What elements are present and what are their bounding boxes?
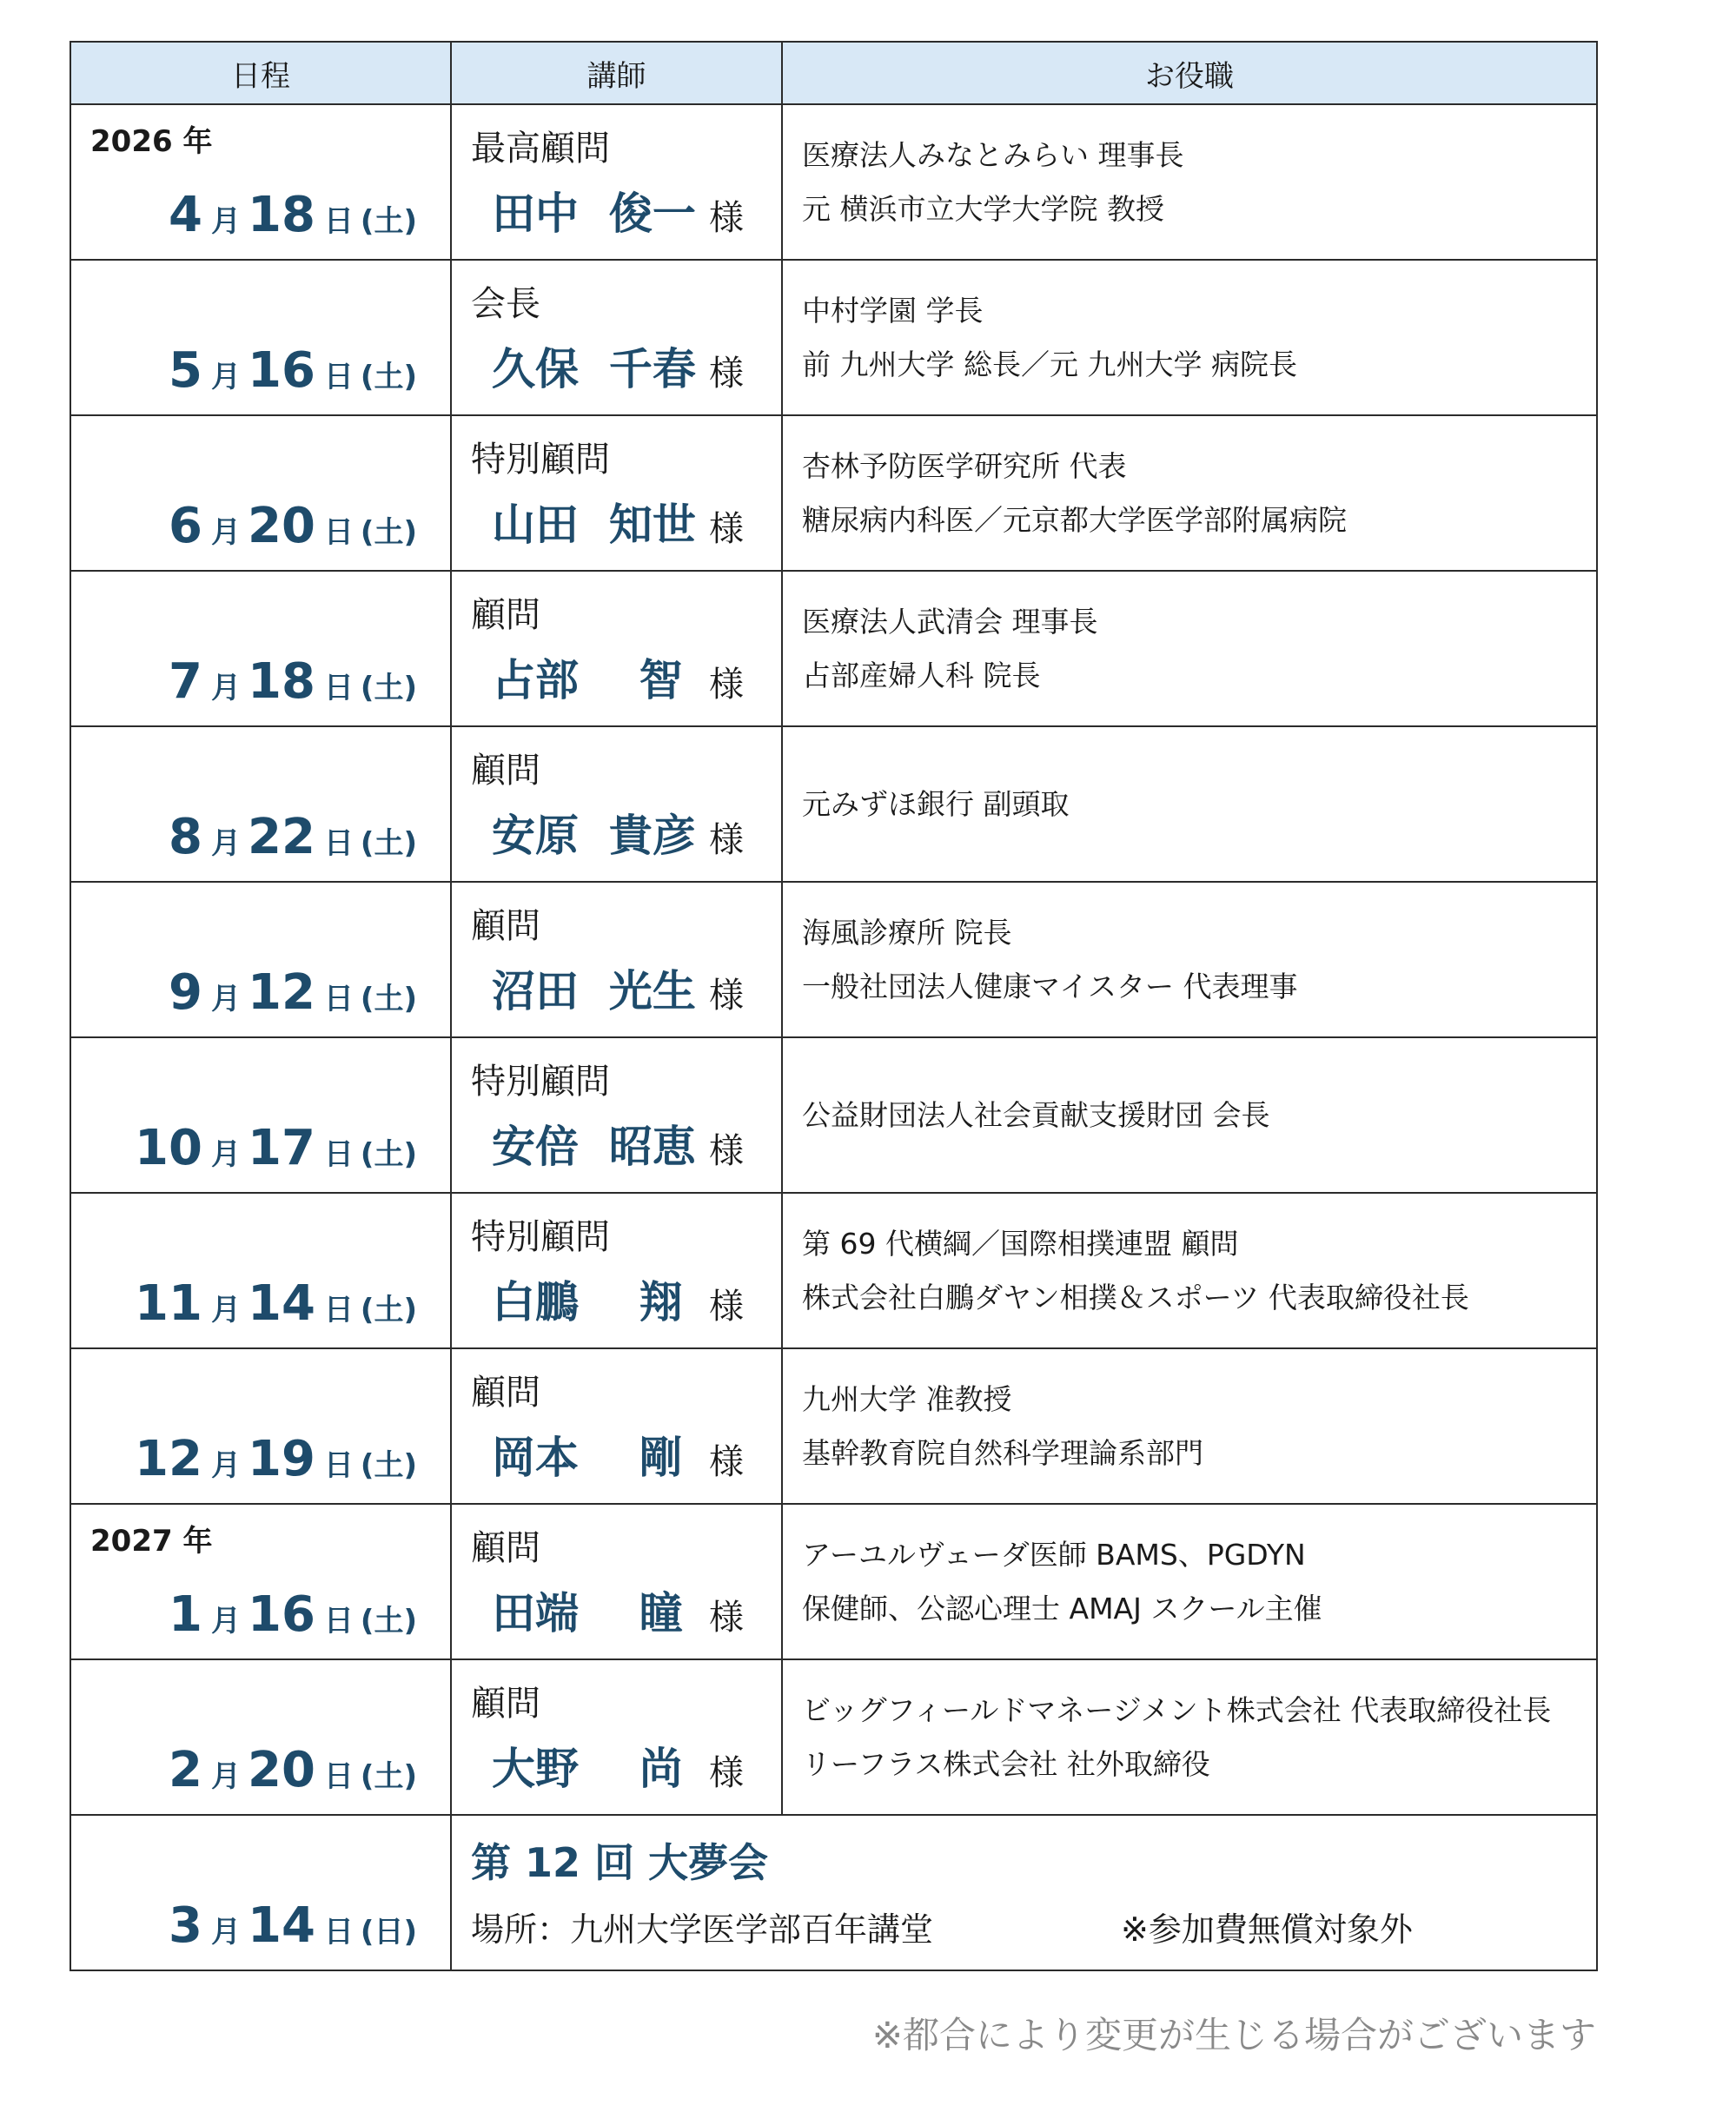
date-day-unit: 日 [323, 1759, 354, 1794]
date-month-unit: 月 [210, 1448, 241, 1483]
session-date [169, 187, 417, 243]
date-month: 9 [169, 964, 202, 1021]
position-line: 元 横浜市立大学大学院 教授 [802, 191, 1164, 226]
position-cell [782, 1659, 1597, 1815]
schedule-row [70, 260, 1597, 415]
date-month: 3 [169, 1897, 202, 1954]
date-month: 12 [135, 1431, 202, 1487]
session-date [169, 498, 417, 554]
session-date [169, 342, 417, 399]
date-month-unit: 月 [210, 204, 241, 239]
header-position: お役職 [782, 42, 1597, 104]
position-line: 九州大学 准教授 [802, 1381, 1012, 1416]
lecturer-role: 顧問 [471, 1373, 540, 1413]
lecturer-name: 岡本 剛 [492, 1433, 683, 1483]
header-date: 日程 [70, 42, 451, 104]
date-day: 18 [247, 653, 315, 710]
position-cell [782, 1348, 1597, 1504]
date-day: 20 [247, 498, 315, 554]
date-month: 2 [169, 1742, 202, 1798]
position-list [802, 572, 1584, 725]
position-list [802, 105, 1584, 259]
date-day-unit: 日 [323, 204, 354, 239]
position-list [802, 1660, 1584, 1814]
date-weekday: (土) [360, 515, 417, 550]
final-event-note: ※参加費無償対象外 [1121, 1910, 1413, 1949]
lecturer-name: 沼田 光生 [492, 966, 696, 1016]
year-label: 2026 年 [90, 124, 213, 159]
position-list [802, 883, 1584, 1036]
date-month-unit: 月 [210, 1759, 241, 1794]
position-cell [782, 726, 1597, 882]
year-label: 2027 年 [90, 1524, 213, 1559]
date-cell [70, 1659, 451, 1815]
date-weekday: (土) [360, 671, 417, 705]
date-day-unit: 日 [323, 515, 354, 550]
session-date [135, 1120, 417, 1176]
date-month-unit: 月 [210, 515, 241, 550]
date-month: 7 [169, 653, 202, 710]
lecturer-role: 特別顧問 [471, 440, 610, 480]
position-line: 前 九州大学 総長／元 九州大学 病院長 [802, 347, 1297, 381]
position-cell [782, 104, 1597, 260]
position-line: 保健師、公認心理士 AMAJ スクール主催 [802, 1591, 1322, 1625]
date-weekday: (土) [360, 360, 417, 394]
honorific: 様 [709, 1287, 744, 1327]
lecturer-name: 白鵬 翔 [492, 1277, 683, 1327]
date-weekday: (日) [360, 1915, 417, 1950]
position-list [802, 261, 1584, 414]
lecturer-cell [451, 415, 782, 571]
honorific: 様 [709, 1753, 744, 1793]
session-date [169, 653, 417, 710]
date-weekday: (土) [360, 1604, 417, 1639]
lecturer-cell [451, 571, 782, 726]
date-day: 16 [247, 1586, 315, 1643]
date-month-unit: 月 [210, 1137, 241, 1172]
date-day-unit: 日 [323, 1604, 354, 1639]
schedule-row [70, 104, 1597, 260]
honorific: 様 [709, 1131, 744, 1171]
final-event-place: 場所：九州大学医学部百年講堂 [471, 1910, 934, 1949]
date-day: 14 [247, 1897, 315, 1954]
lecturer-name: 田中 俊一 [492, 189, 696, 239]
position-line: 一般社団法人健康マイスター 代表理事 [802, 969, 1298, 1003]
date-day: 22 [247, 809, 315, 865]
schedule-table [70, 41, 1598, 1971]
schedule-row [70, 726, 1597, 882]
schedule-row [70, 571, 1597, 726]
date-month-unit: 月 [210, 360, 241, 394]
position-line: 糖尿病内科医／元京都大学医学部附属病院 [802, 502, 1347, 537]
date-weekday: (土) [360, 982, 417, 1016]
date-month-unit: 月 [210, 982, 241, 1016]
final-event-date [169, 1897, 417, 1954]
position-cell [782, 1504, 1597, 1659]
date-month-unit: 月 [210, 671, 241, 705]
position-line: 元みずほ銀行 副頭取 [802, 786, 1070, 821]
schedule-row [70, 882, 1597, 1037]
date-day-unit: 日 [323, 360, 354, 394]
position-line: アーユルヴェーダ医師 BAMS、PGDYN [802, 1537, 1306, 1572]
position-line: リーフラス株式会社 社外取締役 [802, 1746, 1210, 1781]
lecturer-role: 顧問 [471, 751, 540, 791]
date-cell [70, 571, 451, 726]
position-list [802, 727, 1584, 881]
date-weekday: (土) [360, 826, 417, 861]
final-event-row [70, 1815, 1597, 1970]
honorific: 様 [709, 1442, 744, 1482]
schedule-body [70, 104, 1597, 1815]
lecturer-name: 久保 千春 [492, 344, 696, 394]
date-month-unit: 月 [210, 1915, 241, 1950]
date-cell [70, 260, 451, 415]
honorific: 様 [709, 1598, 744, 1638]
lecturer-name: 安原 貴彦 [492, 811, 696, 861]
date-cell [70, 1193, 451, 1348]
position-cell [782, 571, 1597, 726]
lecturer-role: 顧問 [471, 595, 540, 635]
schedule-row [70, 1348, 1597, 1504]
date-weekday: (土) [360, 1137, 417, 1172]
date-cell [70, 882, 451, 1037]
session-date [169, 1742, 417, 1798]
position-line: 杏林予防医学研究所 代表 [802, 448, 1127, 483]
position-line: 株式会社白鵬ダヤン相撲＆スポーツ 代表取締役社長 [802, 1280, 1469, 1314]
final-event-title: 第 12 回 大夢会 [471, 1839, 769, 1886]
date-day-unit: 日 [323, 1915, 354, 1950]
position-list [802, 1038, 1584, 1192]
header-lecturer: 講師 [451, 42, 782, 104]
lecturer-role: 顧問 [471, 1684, 540, 1724]
header-row [70, 42, 1597, 104]
date-cell [70, 1348, 451, 1504]
position-line: 海風診療所 院長 [802, 915, 1012, 950]
date-day: 18 [247, 187, 315, 243]
lecturer-cell [451, 260, 782, 415]
position-cell [782, 415, 1597, 571]
lecturer-cell [451, 726, 782, 882]
date-cell [70, 415, 451, 571]
schedule-row [70, 1193, 1597, 1348]
date-weekday: (土) [360, 1293, 417, 1327]
position-cell [782, 1193, 1597, 1348]
position-line: ビッグフィールドマネージメント株式会社 代表取締役社長 [802, 1692, 1552, 1727]
date-day-unit: 日 [323, 1137, 354, 1172]
position-line: 第 69 代横綱／国際相撲連盟 顧問 [802, 1226, 1239, 1261]
lecturer-cell [451, 104, 782, 260]
schedule-row [70, 415, 1597, 571]
date-month-unit: 月 [210, 1604, 241, 1639]
honorific: 様 [709, 354, 744, 394]
final-event-info-cell [451, 1815, 1597, 1970]
lecturer-cell [451, 1193, 782, 1348]
position-cell [782, 260, 1597, 415]
date-day-unit: 日 [323, 982, 354, 1016]
date-weekday: (土) [360, 204, 417, 239]
position-line: 医療法人武清会 理事長 [802, 604, 1098, 639]
date-month: 1 [169, 1586, 202, 1643]
date-month: 10 [135, 1120, 202, 1176]
lecturer-name: 山田 知世 [492, 500, 696, 550]
date-cell [70, 104, 451, 260]
honorific: 様 [709, 509, 744, 549]
date-cell [70, 1037, 451, 1193]
lecturer-cell [451, 1037, 782, 1193]
date-month: 6 [169, 498, 202, 554]
date-day-unit: 日 [323, 1448, 354, 1483]
lecturer-role: 顧問 [471, 906, 540, 946]
session-date [169, 1586, 417, 1643]
lecturer-role: 特別顧問 [471, 1062, 610, 1102]
position-line: 医療法人みなとみらい 理事長 [802, 137, 1184, 172]
lecturer-role: 特別顧問 [471, 1217, 610, 1257]
lecturer-name: 安倍 昭恵 [492, 1122, 696, 1172]
position-cell [782, 882, 1597, 1037]
date-month-unit: 月 [210, 1293, 241, 1327]
lecturer-role: 最高顧問 [471, 129, 610, 169]
date-day-unit: 日 [323, 671, 354, 705]
date-month: 8 [169, 809, 202, 865]
date-day-unit: 日 [323, 826, 354, 861]
lecturer-name: 田端 瞳 [492, 1588, 683, 1639]
schedule-row [70, 1504, 1597, 1659]
lecturer-cell [451, 882, 782, 1037]
date-weekday: (土) [360, 1759, 417, 1794]
position-list [802, 416, 1584, 570]
session-date [135, 1431, 417, 1487]
date-cell [70, 726, 451, 882]
date-day: 20 [247, 1742, 315, 1798]
honorific: 様 [709, 820, 744, 860]
footnote: ※都合により変更が生じる場合がございます [871, 2014, 1596, 2056]
date-month-unit: 月 [210, 826, 241, 861]
honorific: 様 [709, 198, 744, 238]
position-line: 基幹教育院自然科学理論系部門 [802, 1435, 1203, 1470]
schedule-row [70, 1659, 1597, 1815]
honorific: 様 [709, 976, 744, 1016]
lecturer-cell [451, 1504, 782, 1659]
position-list [802, 1505, 1584, 1658]
lecturer-role: 会長 [471, 284, 540, 324]
date-cell [70, 1504, 451, 1659]
honorific: 様 [709, 665, 744, 705]
date-month: 11 [135, 1275, 202, 1332]
date-day: 19 [247, 1431, 315, 1487]
date-day: 17 [247, 1120, 315, 1176]
date-month: 4 [169, 187, 202, 243]
position-line: 占部産婦人科 院長 [802, 658, 1041, 692]
position-list [802, 1194, 1584, 1347]
lecturer-role: 顧問 [471, 1528, 540, 1568]
session-date [169, 809, 417, 865]
date-day: 14 [247, 1275, 315, 1332]
lecturer-cell [451, 1348, 782, 1504]
date-month: 5 [169, 342, 202, 399]
date-day: 12 [247, 964, 315, 1021]
position-line: 公益財団法人社会貢献支援財団 会長 [802, 1097, 1270, 1132]
position-list [802, 1349, 1584, 1503]
session-date [135, 1275, 417, 1332]
final-event-date-cell [70, 1815, 451, 1970]
date-weekday: (土) [360, 1448, 417, 1483]
position-line: 中村学園 学長 [802, 293, 984, 328]
date-day-unit: 日 [323, 1293, 354, 1327]
date-day: 16 [247, 342, 315, 399]
lecturer-name: 大野 尚 [492, 1744, 683, 1794]
lecturer-name: 占部 智 [492, 655, 683, 705]
schedule-row [70, 1037, 1597, 1193]
session-date [169, 964, 417, 1021]
lecturer-cell [451, 1659, 782, 1815]
position-cell [782, 1037, 1597, 1193]
